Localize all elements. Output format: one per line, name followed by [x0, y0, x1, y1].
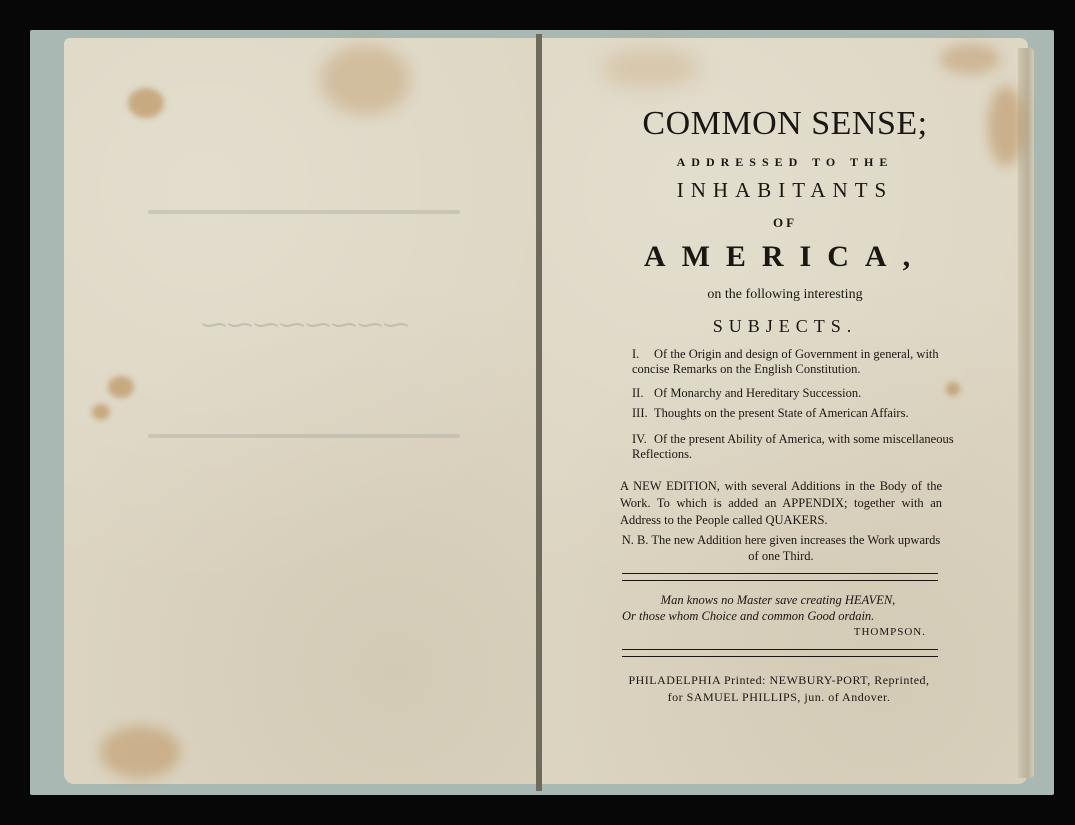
of-line: OF	[772, 215, 798, 230]
subject-text: Of the Origin and design of Government in general, with concise Remarks on the English Constitution.	[632, 347, 939, 376]
show-through-text: ⁓⁓⁓⁓⁓⁓⁓⁓	[201, 310, 409, 339]
edition-note: A NEW EDITION, with several Additions in the Body of the Work. To which is added an APPENDIX; together with an Address to the People called QUAKERS.	[620, 479, 942, 527]
imprint	[614, 672, 944, 706]
nb-note: N. B. The new Addition here given increases the Work upwards of one Third.	[621, 533, 941, 563]
subject-item	[632, 347, 962, 377]
foxing-stain	[320, 45, 410, 115]
america-line: AMERICA,	[643, 240, 927, 273]
subject-number: I.	[632, 347, 640, 361]
foxing-stain	[108, 376, 134, 398]
foxing-stain	[940, 44, 1000, 74]
foxing-stain	[988, 86, 1024, 166]
subject-text: Of Monarchy and Hereditary Succession.	[654, 386, 862, 400]
subjects-heading: SUBJECTS.	[712, 316, 858, 336]
show-through-rule	[148, 210, 460, 214]
foxing-stain	[100, 726, 180, 778]
epigraph-attribution: THOMPSON.	[853, 626, 926, 638]
divider-rule	[622, 580, 938, 581]
epigraph	[620, 592, 936, 640]
subject-number: III.	[632, 406, 648, 420]
subject-text: Thoughts on the present State of American Affairs.	[654, 406, 909, 420]
addressed-line: ADDRESSED TO THE	[676, 155, 894, 169]
subject-text: Of the present Ability of America, with some miscellaneous Reflections.	[632, 432, 954, 461]
subject-item	[632, 432, 962, 462]
imprint-line: PHILADELPHIA Printed: NEWBURY-PORT, Reprinted,	[628, 673, 930, 687]
divider-rule	[622, 656, 938, 657]
following-line: on the following interesting	[707, 287, 863, 302]
foxing-stain	[600, 48, 700, 88]
epigraph-line: Or those whom Choice and common Good ordain.	[622, 609, 875, 623]
subject-item	[632, 406, 962, 421]
subject-number: IV.	[632, 432, 647, 446]
epigraph-line: Man knows no Master save creating HEAVEN,	[660, 593, 896, 607]
divider-rule	[622, 649, 938, 650]
subject-number: II.	[632, 386, 644, 400]
left-page	[64, 38, 536, 784]
page-edge	[1018, 48, 1034, 778]
show-through-rule	[148, 434, 460, 438]
foxing-stain	[92, 404, 110, 420]
divider-rule	[622, 573, 938, 574]
inhabitants-line: INHABITANTS	[676, 178, 894, 202]
book-title: COMMON SENSE;	[642, 105, 928, 142]
subject-item	[632, 386, 962, 401]
imprint-line: for SAMUEL PHILLIPS, jun. of Andover.	[667, 690, 891, 704]
foxing-stain	[128, 88, 164, 118]
